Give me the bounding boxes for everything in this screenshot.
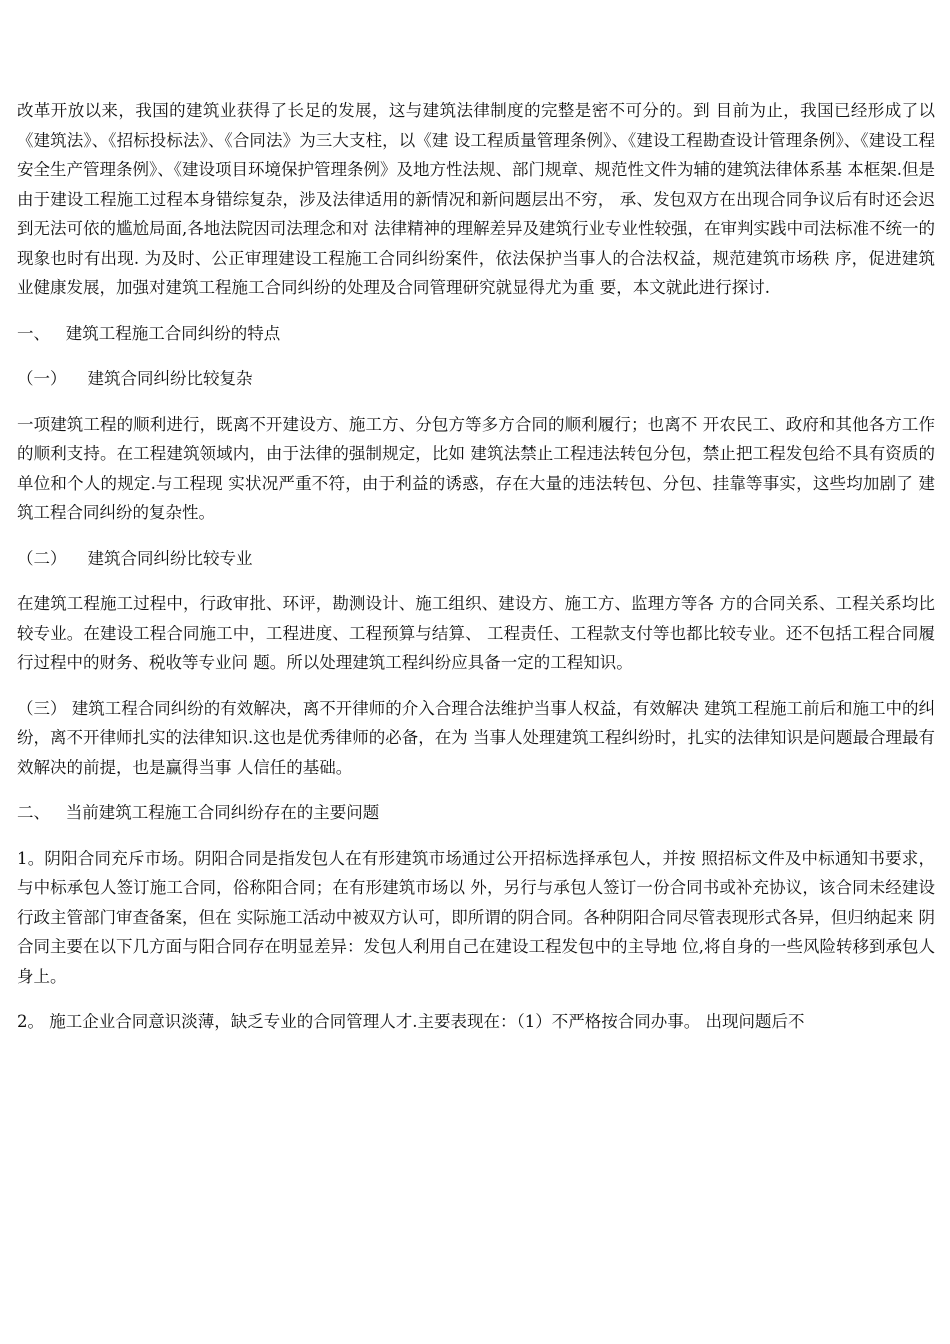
subsection-heading-1: （一） 建筑合同纠纷比较复杂 bbox=[17, 369, 253, 388]
section-heading-2: 二、 当前建筑工程施工合同纠纷存在的主要问题 bbox=[17, 803, 380, 822]
subsection-3-paragraph: （三） 建筑工程合同纠纷的有效解决，离不开律师的介入合理合法维护当事人权益，有效解决 建筑工程施工前后和施工中的纠纷，离不开律师扎实的法律知识.这也是优秀律师的必备，在为 当事人处理建筑工程纠纷时，扎实的法律知识是问题最合理最有效解决的前提，也是赢得当事 人信任的基础。 bbox=[17, 698, 935, 777]
intro-paragraph: 改革开放以来，我国的建筑业获得了长足的发展，这与建筑法律制度的完整是密不可分的。到 目前为止，我国已经形成了以《建筑法》、《招标投标法》、《合同法》为三大支柱，以《建 设工程质量管理条例》、《建设工程勘查设计管理条例》、《建设工程安全生产管理条例》、《建设项目环境保护管理条例》及地方性法规、部门规章、规范性文件为辅的建筑法律体系基 本框架.但是由于建设工程施工过程本身错综复杂，涉及法律适用的新情况和新问题层出不穷， 承、发包双方在出现合同争议后有时还会迟到无法可依的尴尬局面,各地法院因司法理念和对 法律精神的理解差异及建筑行业专业性较强，在审判实践中司法标准不统一的现象也时有出现. 为及时、公正审理建设工程施工合同纠纷案件，依法保护当事人的合法权益，规范建筑市场秩 序，促进建筑业健康发展，加强对建筑工程施工合同纠纷的处理及合同管理研究就显得尤为重 要，本文就此进行探讨. bbox=[17, 101, 935, 297]
subsection-1-paragraph: 一项建筑工程的顺利进行，既离不开建设方、施工方、分包方等多方合同的顺利履行；也离不 开农民工、政府和其他各方工作的顺利支持。在工程建筑领域内，由于法律的强制规定，比如 建筑法禁止工程违法转包分包，禁止把工程发包给不具有资质的单位和个人的规定.与工程现 实状况严重不符，由于利益的诱惑，存在大量的违法转包、分包、挂靠等事实，这些均加剧了 建筑工程合同纠纷的复杂性。 bbox=[17, 414, 935, 522]
subsection-2-paragraph: 在建筑工程施工过程中，行政审批、环评，勘测设计、施工组织、建设方、施工方、监理方等各 方的合同关系、工程关系均比较专业。在建设工程合同施工中，工程进度、工程预算与结算、 工程责任、工程款支付等也都比较专业。还不包括工程合同履行过程中的财务、税收等专业问 题。所以处理建筑工程纠纷应具备一定的工程知识。 bbox=[17, 594, 935, 672]
section-heading-1: 一、 建筑工程施工合同纠纷的特点 bbox=[17, 323, 281, 343]
subsection-heading-2: （二） 建筑合同纠纷比较专业 bbox=[17, 548, 253, 568]
problem-2-paragraph: 2。 施工企业合同意识淡薄，缺乏专业的合同管理人才.主要表现在：（1）不严格按合同办事。 出现问题后不 bbox=[17, 1012, 805, 1031]
problem-1-paragraph: 1。阴阳合同充斥市场。阴阳合同是指发包人在有形建筑市场通过公开招标选择承包人，并按 照招标文件及中标通知书要求，与中标承包人签订施工合同，俗称阳合同；在有形建筑市场以 外，另行与承包人签订一份合同书或补充协议，该合同未经建设行政主管部门审查备案，但在 实际施工活动中被双方认可，即所谓的阴合同。各种阴阳合同尽管表现形式各异，但归纳起来 阴合同主要在以下几方面与阳合同存在明显差异：发包人利用自己在建设工程发包中的主导地 位,将自身的一些风险转移到承包人身上。 bbox=[17, 848, 935, 986]
document-body bbox=[17, 96, 935, 1053]
